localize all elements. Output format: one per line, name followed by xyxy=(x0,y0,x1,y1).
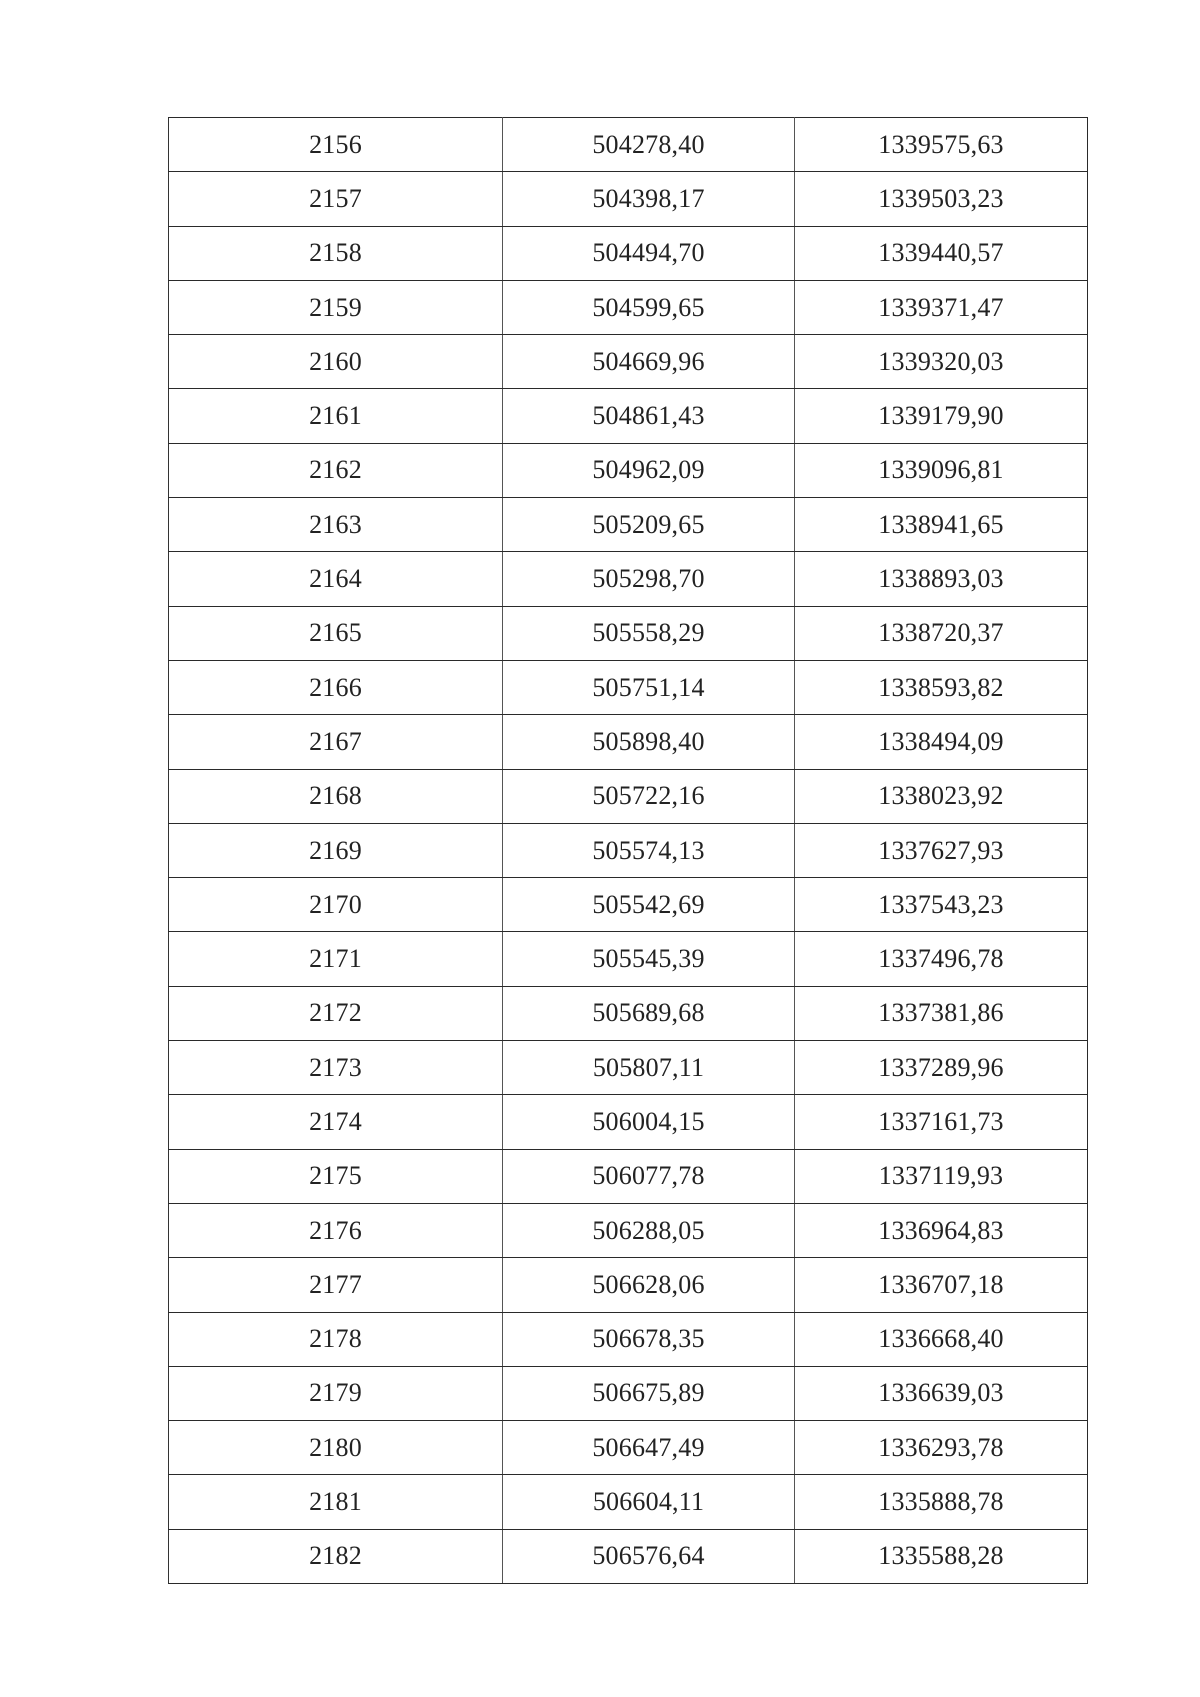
x-coordinate-cell: 505545,39 xyxy=(503,932,795,986)
table-row xyxy=(169,1529,1088,1583)
x-coordinate-cell: 506628,06 xyxy=(503,1258,795,1312)
y-coordinate-cell: 1337543,23 xyxy=(795,878,1088,932)
table-row xyxy=(169,606,1088,660)
table-row xyxy=(169,878,1088,932)
point-number-cell: 2173 xyxy=(169,1041,503,1095)
x-coordinate-cell: 505209,65 xyxy=(503,498,795,552)
y-coordinate-cell: 1335588,28 xyxy=(795,1529,1088,1583)
y-coordinate-cell: 1338720,37 xyxy=(795,606,1088,660)
point-number-cell: 2166 xyxy=(169,660,503,714)
table-row xyxy=(169,1312,1088,1366)
x-coordinate-cell: 506675,89 xyxy=(503,1366,795,1420)
y-coordinate-cell: 1337627,93 xyxy=(795,823,1088,877)
point-number-cell: 2165 xyxy=(169,606,503,660)
x-coordinate-cell: 506004,15 xyxy=(503,1095,795,1149)
y-coordinate-cell: 1337119,93 xyxy=(795,1149,1088,1203)
x-coordinate-cell: 506288,05 xyxy=(503,1203,795,1257)
y-coordinate-cell: 1336707,18 xyxy=(795,1258,1088,1312)
point-number-cell: 2180 xyxy=(169,1421,503,1475)
point-number-cell: 2159 xyxy=(169,280,503,334)
point-number-cell: 2157 xyxy=(169,172,503,226)
y-coordinate-cell: 1339179,90 xyxy=(795,389,1088,443)
point-number-cell: 2177 xyxy=(169,1258,503,1312)
point-number-cell: 2169 xyxy=(169,823,503,877)
point-number-cell: 2160 xyxy=(169,335,503,389)
point-number-cell: 2162 xyxy=(169,443,503,497)
table-row xyxy=(169,715,1088,769)
y-coordinate-cell: 1337381,86 xyxy=(795,986,1088,1040)
table-row xyxy=(169,769,1088,823)
y-coordinate-cell: 1338023,92 xyxy=(795,769,1088,823)
x-coordinate-cell: 505898,40 xyxy=(503,715,795,769)
x-coordinate-cell: 504599,65 xyxy=(503,280,795,334)
x-coordinate-cell: 505807,11 xyxy=(503,1041,795,1095)
x-coordinate-cell: 505574,13 xyxy=(503,823,795,877)
point-number-cell: 2158 xyxy=(169,226,503,280)
x-coordinate-cell: 505689,68 xyxy=(503,986,795,1040)
table-row xyxy=(169,1149,1088,1203)
point-number-cell: 2164 xyxy=(169,552,503,606)
table-row xyxy=(169,932,1088,986)
table-row xyxy=(169,118,1088,172)
y-coordinate-cell: 1337289,96 xyxy=(795,1041,1088,1095)
point-number-cell: 2178 xyxy=(169,1312,503,1366)
x-coordinate-cell: 505558,29 xyxy=(503,606,795,660)
coordinates-table xyxy=(168,117,1088,1584)
y-coordinate-cell: 1336964,83 xyxy=(795,1203,1088,1257)
x-coordinate-cell: 504398,17 xyxy=(503,172,795,226)
point-number-cell: 2170 xyxy=(169,878,503,932)
table-row xyxy=(169,823,1088,877)
table-row xyxy=(169,498,1088,552)
x-coordinate-cell: 506077,78 xyxy=(503,1149,795,1203)
point-number-cell: 2181 xyxy=(169,1475,503,1529)
point-number-cell: 2179 xyxy=(169,1366,503,1420)
table-row xyxy=(169,552,1088,606)
table-row xyxy=(169,226,1088,280)
x-coordinate-cell: 505722,16 xyxy=(503,769,795,823)
x-coordinate-cell: 506678,35 xyxy=(503,1312,795,1366)
y-coordinate-cell: 1339575,63 xyxy=(795,118,1088,172)
point-number-cell: 2172 xyxy=(169,986,503,1040)
point-number-cell: 2167 xyxy=(169,715,503,769)
x-coordinate-cell: 506647,49 xyxy=(503,1421,795,1475)
table-row xyxy=(169,443,1088,497)
x-coordinate-cell: 504962,09 xyxy=(503,443,795,497)
table-row xyxy=(169,335,1088,389)
table-row xyxy=(169,1366,1088,1420)
x-coordinate-cell: 505542,69 xyxy=(503,878,795,932)
table-row xyxy=(169,172,1088,226)
table-row xyxy=(169,1203,1088,1257)
x-coordinate-cell: 504861,43 xyxy=(503,389,795,443)
point-number-cell: 2182 xyxy=(169,1529,503,1583)
x-coordinate-cell: 505298,70 xyxy=(503,552,795,606)
y-coordinate-cell: 1337161,73 xyxy=(795,1095,1088,1149)
point-number-cell: 2176 xyxy=(169,1203,503,1257)
point-number-cell: 2175 xyxy=(169,1149,503,1203)
point-number-cell: 2156 xyxy=(169,118,503,172)
x-coordinate-cell: 506604,11 xyxy=(503,1475,795,1529)
table-row xyxy=(169,280,1088,334)
table-row xyxy=(169,1041,1088,1095)
y-coordinate-cell: 1336668,40 xyxy=(795,1312,1088,1366)
y-coordinate-cell: 1339096,81 xyxy=(795,443,1088,497)
y-coordinate-cell: 1337496,78 xyxy=(795,932,1088,986)
point-number-cell: 2161 xyxy=(169,389,503,443)
table-row xyxy=(169,1258,1088,1312)
point-number-cell: 2163 xyxy=(169,498,503,552)
point-number-cell: 2168 xyxy=(169,769,503,823)
table-row xyxy=(169,660,1088,714)
y-coordinate-cell: 1339440,57 xyxy=(795,226,1088,280)
y-coordinate-cell: 1336639,03 xyxy=(795,1366,1088,1420)
table-row xyxy=(169,1095,1088,1149)
x-coordinate-cell: 504278,40 xyxy=(503,118,795,172)
x-coordinate-cell: 505751,14 xyxy=(503,660,795,714)
point-number-cell: 2171 xyxy=(169,932,503,986)
y-coordinate-cell: 1339371,47 xyxy=(795,280,1088,334)
y-coordinate-cell: 1339320,03 xyxy=(795,335,1088,389)
x-coordinate-cell: 506576,64 xyxy=(503,1529,795,1583)
table-row xyxy=(169,986,1088,1040)
y-coordinate-cell: 1338941,65 xyxy=(795,498,1088,552)
table-row xyxy=(169,1475,1088,1529)
y-coordinate-cell: 1339503,23 xyxy=(795,172,1088,226)
y-coordinate-cell: 1335888,78 xyxy=(795,1475,1088,1529)
y-coordinate-cell: 1336293,78 xyxy=(795,1421,1088,1475)
table-row xyxy=(169,1421,1088,1475)
table-row xyxy=(169,389,1088,443)
point-number-cell: 2174 xyxy=(169,1095,503,1149)
y-coordinate-cell: 1338494,09 xyxy=(795,715,1088,769)
y-coordinate-cell: 1338893,03 xyxy=(795,552,1088,606)
x-coordinate-cell: 504494,70 xyxy=(503,226,795,280)
y-coordinate-cell: 1338593,82 xyxy=(795,660,1088,714)
x-coordinate-cell: 504669,96 xyxy=(503,335,795,389)
